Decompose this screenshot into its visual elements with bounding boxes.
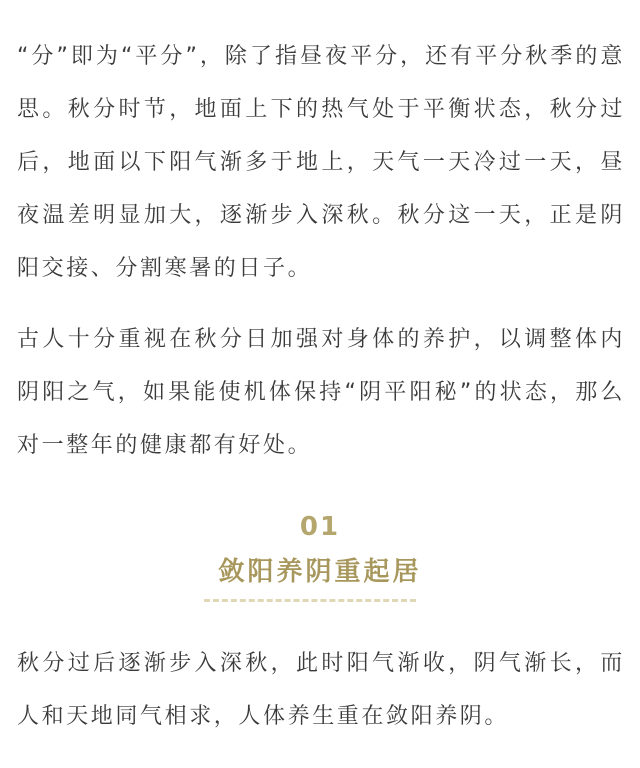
- paragraph-section-intro: 秋分过后逐渐步入深秋，此时阳气渐收，阴气渐长，而人和天地同气相求，人体养生重在敛阳养阴。: [17, 651, 625, 729]
- section-header: [0, 505, 640, 595]
- paragraph-ancient-health-care: 古人十分重视在秋分日加强对身体的养护，以调整体内阴阳之气，如果能使机体保持“阴平阳秘”的状态，那么对一整年的健康都有好处。: [17, 327, 625, 458]
- section-title: 敛阳养阴重起居: [218, 557, 422, 587]
- section-dashed-underline: [204, 599, 416, 602]
- section-number: 01: [299, 512, 341, 542]
- paragraph-autumn-equinox-meaning: “分”即为“平分”，除了指昼夜平分，还有平分秋季的意思。秋分时节，地面上下的热气处于平衡状态，秋分过后，地面以下阳气渐多于地上，天气一天冷过一天，昼夜温差明显加大，逐渐步入深秋。秋分这一天，正是阴阳交接、分割寒暑的日子。: [17, 44, 625, 281]
